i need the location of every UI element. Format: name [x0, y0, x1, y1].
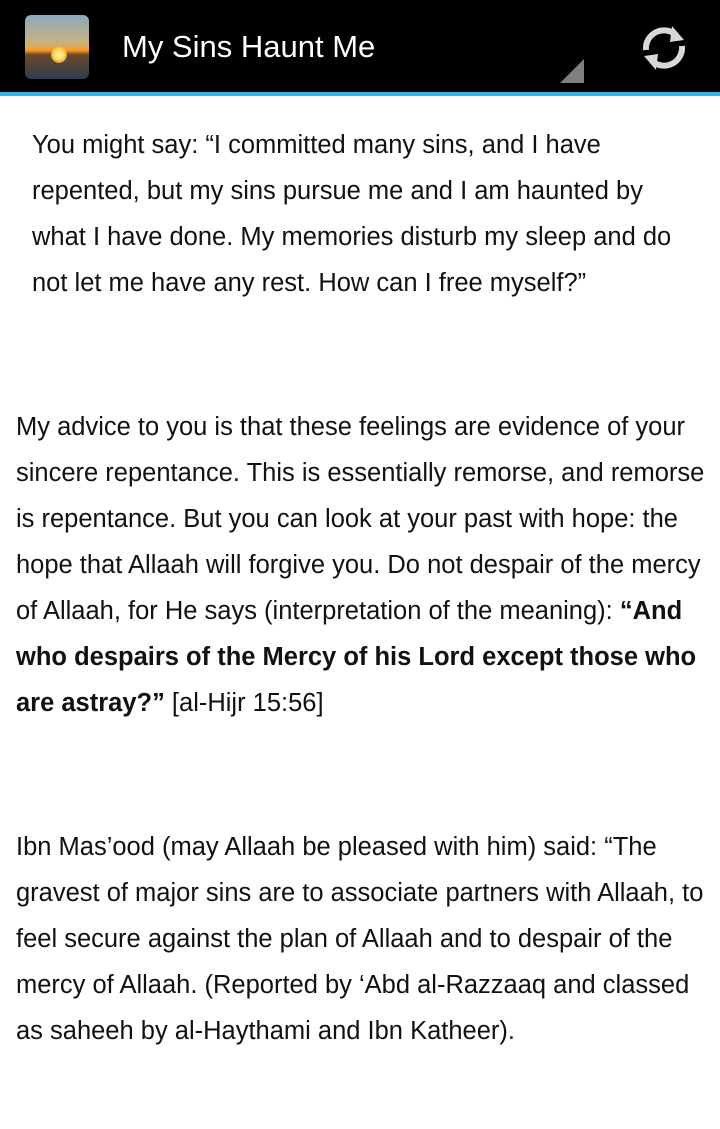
- advice-text: My advice to you is that these feelings are evidence of your sincere repentance. This is essentially remorse, and remorse is repentance. But you can look at your past with hope: the hope that Allaah will forgive you. Do not despair of the mercy of Allaah, for He says (interpretation of the meaning):: [16, 413, 705, 625]
- paragraph-advice: [16, 404, 710, 726]
- paragraph-hadith: Ibn Mas’ood (may Allaah be pleased with him) said: “The gravest of major sins are to associate partners with Allaah, to feel secure against the plan of Allaah and to despair of the mercy of Allaah. (Reported by ‘Abd al-Razzaaq and classed as saheeh by al-Haythami and Ibn Katheer).: [16, 833, 704, 1045]
- quran-reference: [al-Hijr 15:56]: [164, 689, 324, 717]
- paragraph-question: You might say: “I committed many sins, and I have repented, but my sins pursue me and I am haunted by what I have done. My memories disturb my sleep and do not let me have any rest. How can I free myself?”: [32, 131, 672, 297]
- app-title: My Sins Haunt Me: [122, 29, 376, 64]
- article-content[interactable]: [0, 96, 720, 1129]
- refresh-icon[interactable]: [636, 20, 692, 76]
- spinner-indicator-icon[interactable]: [560, 59, 584, 83]
- action-bar: [0, 0, 720, 96]
- sunset-logo-icon[interactable]: [25, 15, 89, 79]
- quran-quote: “And who despairs of the Mercy of his Lord except those who are astray?”: [16, 597, 697, 717]
- sun-graphic: [51, 47, 67, 63]
